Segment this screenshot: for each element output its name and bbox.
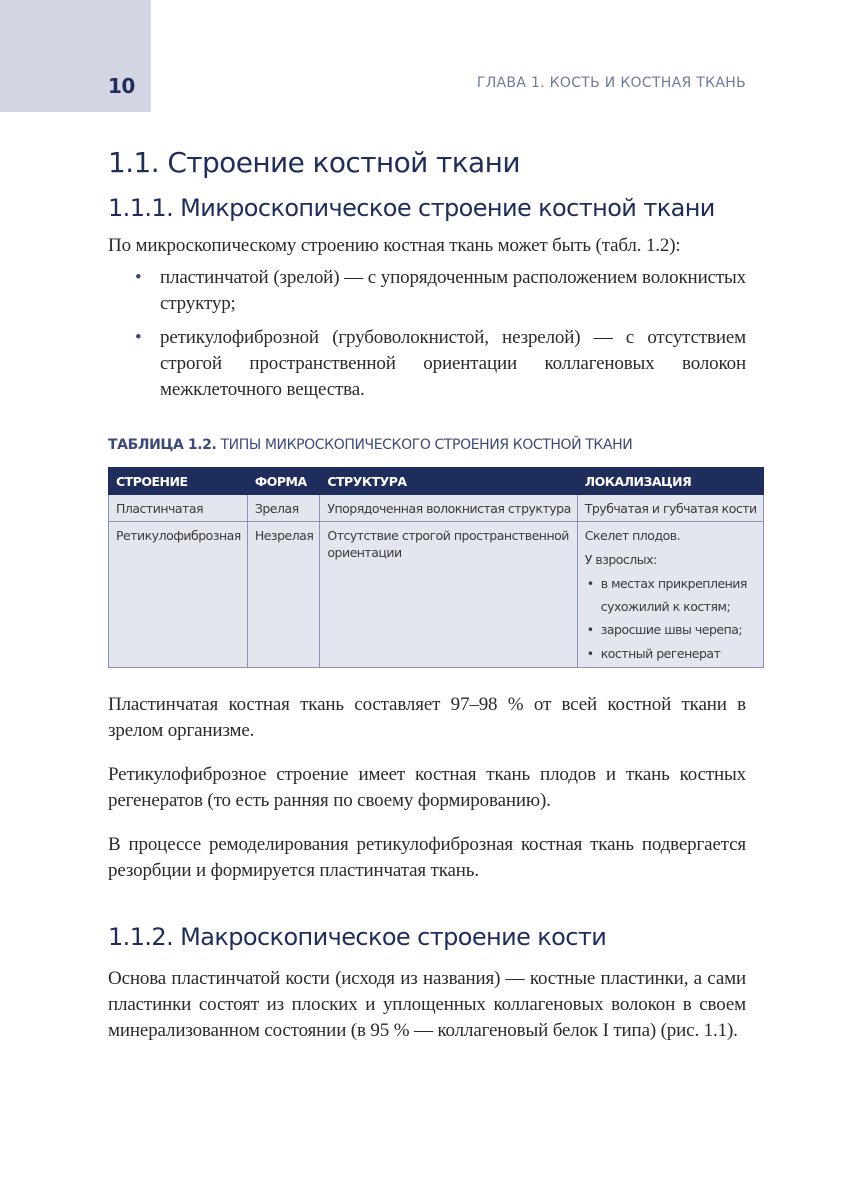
running-header: ГЛАВА 1. КОСТЬ И КОСТНАЯ ТКАНЬ <box>476 75 746 91</box>
location-list-item <box>585 642 757 666</box>
subsection-heading-macro: 1.1.2. Макроскопическое строение кости <box>108 923 607 951</box>
location-item-text: в местах прикрепления <box>600 576 747 591</box>
table-row <box>109 495 764 522</box>
bullet-text: пластинчатой (зрелой) — с упорядоченным расположением волокнистых структур; <box>160 267 746 314</box>
table-caption-label: ТАБЛИЦА 1.2. <box>108 437 217 453</box>
table-caption-text: ТИПЫ МИКРОСКОПИЧЕСКОГО СТРОЕНИЯ КОСТНОЙ ТКАНИ <box>216 437 633 453</box>
bullet-icon: • <box>586 576 594 591</box>
location-list-item <box>585 572 757 618</box>
subsection-heading-micro: 1.1.1. Микроскопическое строение костной ткани <box>108 194 715 222</box>
cell-form: Зрелая <box>247 495 320 522</box>
bullet-icon: • <box>135 267 142 288</box>
body-paragraph: Ретикулофиброзное строение имеет костная ткань плодов и ткань костных регенератов (то есть ранняя по своему формированию). <box>108 764 746 811</box>
location-item-text: костный регенерат <box>600 646 721 661</box>
bullet-item <box>108 265 746 317</box>
col-header-location: ЛОКАЛИЗАЦИЯ <box>577 468 763 495</box>
bullet-icon: • <box>586 622 594 637</box>
cell-form: Незрелая <box>247 522 320 668</box>
bullet-item <box>108 325 746 403</box>
cell-structure: Пластинчатая <box>109 495 248 522</box>
cell-location: Трубчатая и губчатая кости <box>577 495 763 522</box>
location-list <box>585 572 757 666</box>
page-content <box>108 143 757 1044</box>
location-list-item <box>585 618 757 642</box>
page-number: 10 <box>108 74 135 98</box>
bullet-text: ретикулофиброзной (грубоволокнистой, незрелой) — с отсутствием строгой пространственной ориентации коллагеновых волокон межклеточного вещества. <box>160 327 746 400</box>
body-paragraph: Основа пластинчатой кости (исходя из названия) — костные пластинки, а сами пластинки состоят из плоских и уплощенных коллагеновых волокон в своем минерализованном состоянии (в 95 % — коллагеновый белок I типа) (рис. 1.1). <box>108 968 746 1041</box>
intro-paragraph: По микроскопическому строению костная ткань может быть (табл. 1.2): <box>108 235 681 256</box>
bullet-list <box>108 265 746 403</box>
bullet-icon: • <box>135 327 142 348</box>
cell-pattern: Отсутствие строгой пространственной ориентации <box>320 522 577 668</box>
col-header-form: ФОРМА <box>247 468 320 495</box>
location-item-text: заросшие швы черепа; <box>600 622 743 637</box>
location-line: У взрослых: <box>584 552 657 567</box>
cell-location <box>577 522 763 668</box>
location-item-text-cont: сухожилий к костям; <box>600 599 731 614</box>
bone-structure-table <box>108 467 764 668</box>
table-row <box>109 522 764 668</box>
section-heading: 1.1. Строение костной ткани <box>108 146 520 179</box>
col-header-pattern: СТРУКТУРА <box>320 468 577 495</box>
table-caption <box>108 437 746 453</box>
body-paragraph: В процессе ремоделирования ретикулофиброзная костная ткань подвергается резорбции и формируется пластинчатая ткань. <box>108 834 746 881</box>
location-line: Скелет плодов. <box>584 528 681 543</box>
bullet-icon: • <box>586 646 594 661</box>
col-header-structure: СТРОЕНИЕ <box>109 468 248 495</box>
cell-pattern: Упорядоченная волокнистая структура <box>320 495 577 522</box>
body-paragraph: Пластинчатая костная ткань составляет 97–98 % от всей костной ткани в зрелом организме. <box>108 694 746 741</box>
cell-structure: Ретикулофиброзная <box>109 522 248 668</box>
table-header-row <box>109 468 764 495</box>
